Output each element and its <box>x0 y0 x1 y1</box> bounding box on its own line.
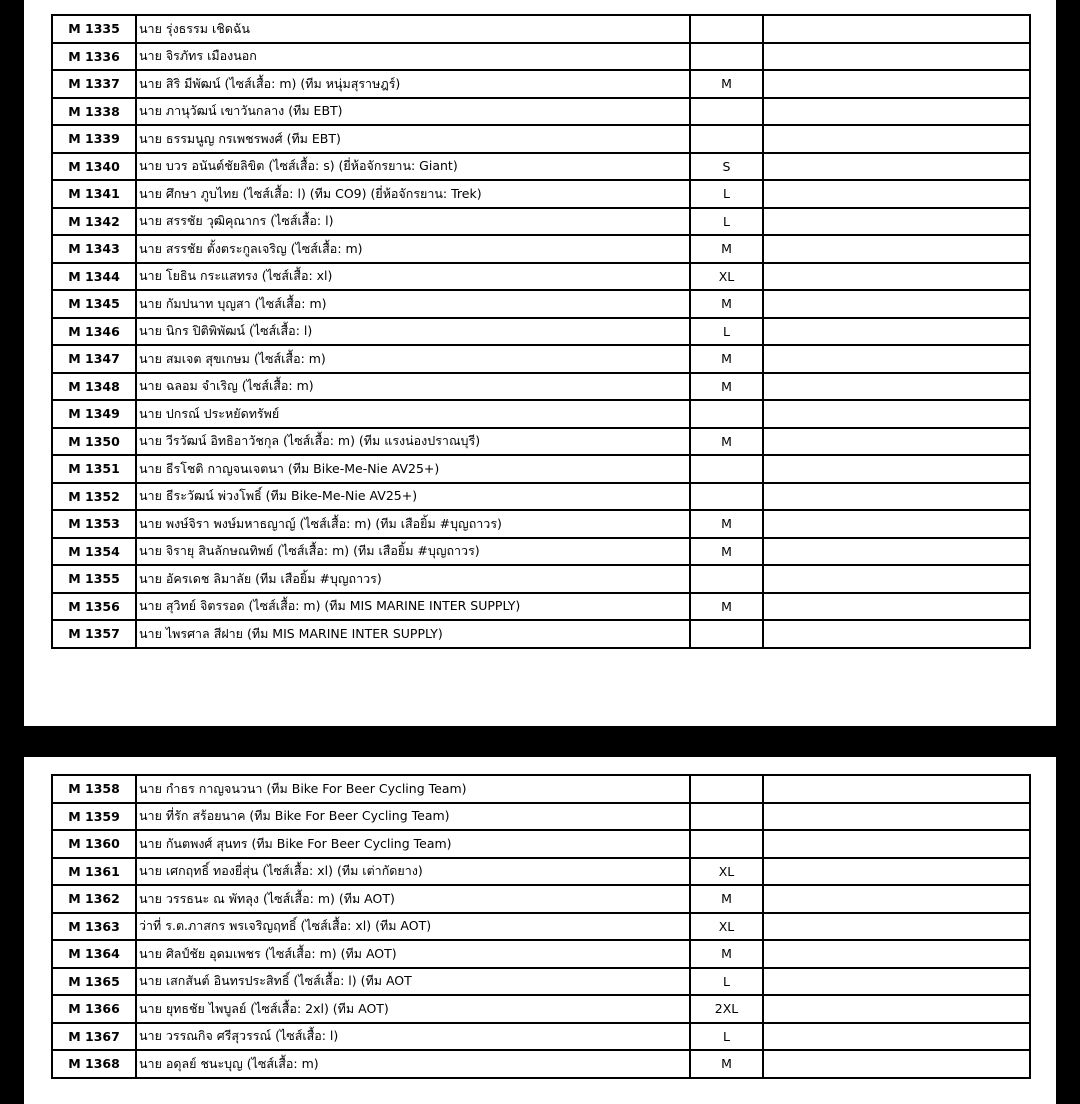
bib-number-cell: M 1347 <box>52 345 136 373</box>
shirt-size-cell: S <box>690 153 763 181</box>
participant-name-cell: นาย สมเจต สุขเกษม (ไซส์เสื้อ: m) <box>136 345 690 373</box>
bib-number-cell: M 1360 <box>52 830 136 858</box>
shirt-size-cell: L <box>690 318 763 346</box>
participant-name-cell: นาย ธีระวัฒน์ พ่วงโพธิ์ (ทีม Bike-Me-Nie AV25+) <box>136 483 690 511</box>
note-cell <box>763 1050 1030 1078</box>
participant-name-cell: นาย ฉลอม จำเริญ (ไซส์เสื้อ: m) <box>136 373 690 401</box>
participant-name-cell: นาย ยุทธชัย ไพบูลย์ (ไซส์เสื้อ: 2xl) (ทีม AOT) <box>136 995 690 1023</box>
bib-number-cell: M 1355 <box>52 565 136 593</box>
shirt-size-cell <box>690 483 763 511</box>
table-row <box>52 318 1030 346</box>
bib-number-cell: M 1341 <box>52 180 136 208</box>
table-row <box>52 400 1030 428</box>
shirt-size-cell <box>690 775 763 803</box>
participant-name-cell: นาย เสกสันต์ อินทรประสิทธิ์ (ไซส์เสื้อ: l) (ทีม AOT <box>136 968 690 996</box>
shirt-size-cell: M <box>690 345 763 373</box>
table-row <box>52 803 1030 831</box>
participant-name-cell: นาย ธีรโชติ กาญจนเจตนา (ทีม Bike-Me-Nie AV25+) <box>136 455 690 483</box>
note-cell <box>763 235 1030 263</box>
bib-number-cell: M 1368 <box>52 1050 136 1078</box>
participant-name-cell: นาย บวร อนันต์ชัยลิขิต (ไซส์เสื้อ: s) (ยี่ห้อจักรยาน: Giant) <box>136 153 690 181</box>
shirt-size-cell: L <box>690 968 763 996</box>
shirt-size-cell <box>690 400 763 428</box>
participant-name-cell: นาย จิรายุ สินลักษณทิพย์ (ไซส์เสื้อ: m) (ทีม เสือยิ้ม #บุญถาวร) <box>136 538 690 566</box>
table-row <box>52 1023 1030 1051</box>
shirt-size-cell <box>690 620 763 648</box>
table-row <box>52 885 1030 913</box>
table-row <box>52 153 1030 181</box>
note-cell <box>763 803 1030 831</box>
registration-table-page-1 <box>51 14 1031 649</box>
shirt-size-cell <box>690 455 763 483</box>
shirt-size-cell: XL <box>690 858 763 886</box>
table-row <box>52 620 1030 648</box>
note-cell <box>763 70 1030 98</box>
shirt-size-cell: L <box>690 1023 763 1051</box>
bib-number-cell: M 1343 <box>52 235 136 263</box>
table-row <box>52 858 1030 886</box>
participant-name-cell: นาย เศกฤทธิ์ ทองยี่สุ่น (ไซส์เสื้อ: xl) (ทีม เต่ากัดยาง) <box>136 858 690 886</box>
table-row <box>52 290 1030 318</box>
shirt-size-cell: M <box>690 510 763 538</box>
shirt-size-cell: M <box>690 593 763 621</box>
note-cell <box>763 620 1030 648</box>
note-cell <box>763 940 1030 968</box>
bib-number-cell: M 1367 <box>52 1023 136 1051</box>
bib-number-cell: M 1364 <box>52 940 136 968</box>
participant-name-cell: นาย สรรชัย วุฒิคุณากร (ไซส์เสื้อ: l) <box>136 208 690 236</box>
note-cell <box>763 153 1030 181</box>
table-row <box>52 830 1030 858</box>
registration-table-body <box>52 775 1030 1078</box>
shirt-size-cell: M <box>690 290 763 318</box>
shirt-size-cell: XL <box>690 263 763 291</box>
participant-name-cell: นาย สิริ มีพัฒน์ (ไซส์เสื้อ: m) (ทีม หนุ่มสุราษฎร์) <box>136 70 690 98</box>
registration-table-page-2 <box>51 774 1031 1079</box>
participant-name-cell: นาย กัมปนาท บุญสา (ไซส์เสื้อ: m) <box>136 290 690 318</box>
bib-number-cell: M 1338 <box>52 98 136 126</box>
note-cell <box>763 125 1030 153</box>
note-cell <box>763 565 1030 593</box>
bib-number-cell: M 1354 <box>52 538 136 566</box>
note-cell <box>763 455 1030 483</box>
table-row <box>52 483 1030 511</box>
note-cell <box>763 1023 1030 1051</box>
document-page-1 <box>24 0 1056 726</box>
bib-number-cell: M 1344 <box>52 263 136 291</box>
shirt-size-cell: M <box>690 885 763 913</box>
note-cell <box>763 593 1030 621</box>
shirt-size-cell: XL <box>690 913 763 941</box>
table-row <box>52 565 1030 593</box>
note-cell <box>763 995 1030 1023</box>
table-row <box>52 995 1030 1023</box>
table-row <box>52 940 1030 968</box>
registration-table-body <box>52 15 1030 648</box>
shirt-size-cell: L <box>690 208 763 236</box>
table-row <box>52 263 1030 291</box>
bib-number-cell: M 1362 <box>52 885 136 913</box>
shirt-size-cell: M <box>690 428 763 456</box>
shirt-size-cell: M <box>690 538 763 566</box>
note-cell <box>763 510 1030 538</box>
bib-number-cell: M 1352 <box>52 483 136 511</box>
participant-name-cell: นาย สรรชัย ตั้งตระกูลเจริญ (ไซส์เสื้อ: m) <box>136 235 690 263</box>
shirt-size-cell: M <box>690 940 763 968</box>
participant-name-cell: นาย ภานุวัฒน์ เขาวันกลาง (ทีม EBT) <box>136 98 690 126</box>
table-row <box>52 70 1030 98</box>
note-cell <box>763 775 1030 803</box>
participant-name-cell: นาย นิกร ปิติพิพัฒน์ (ไซส์เสื้อ: l) <box>136 318 690 346</box>
note-cell <box>763 373 1030 401</box>
shirt-size-cell <box>690 43 763 71</box>
participant-name-cell: นาย ปกรณ์ ประหยัดทรัพย์ <box>136 400 690 428</box>
table-row <box>52 775 1030 803</box>
bib-number-cell: M 1351 <box>52 455 136 483</box>
note-cell <box>763 345 1030 373</box>
table-row <box>52 125 1030 153</box>
participant-name-cell: นาย ศึกษา ภูบไทย (ไซส์เสื้อ: l) (ทีม CO9) (ยี่ห้อจักรยาน: Trek) <box>136 180 690 208</box>
bib-number-cell: M 1346 <box>52 318 136 346</box>
table-row <box>52 43 1030 71</box>
shirt-size-cell <box>690 98 763 126</box>
table-row <box>52 455 1030 483</box>
bib-number-cell: M 1359 <box>52 803 136 831</box>
shirt-size-cell <box>690 15 763 43</box>
participant-name-cell: นาย อัครเดช ลิมาลัย (ทีม เสือยิ้ม #บุญถาวร) <box>136 565 690 593</box>
table-row <box>52 428 1030 456</box>
bib-number-cell: M 1336 <box>52 43 136 71</box>
bib-number-cell: M 1342 <box>52 208 136 236</box>
table-row <box>52 345 1030 373</box>
bib-number-cell: M 1335 <box>52 15 136 43</box>
participant-name-cell: นาย จิรภัทร เมืองนอก <box>136 43 690 71</box>
bib-number-cell: M 1366 <box>52 995 136 1023</box>
bib-number-cell: M 1356 <box>52 593 136 621</box>
bib-number-cell: M 1357 <box>52 620 136 648</box>
note-cell <box>763 400 1030 428</box>
note-cell <box>763 318 1030 346</box>
bib-number-cell: M 1339 <box>52 125 136 153</box>
bib-number-cell: M 1348 <box>52 373 136 401</box>
note-cell <box>763 858 1030 886</box>
table-row <box>52 373 1030 401</box>
note-cell <box>763 913 1030 941</box>
participant-name-cell: นาย ธรรมนูญ กรเพชรพงศ์ (ทีม EBT) <box>136 125 690 153</box>
bib-number-cell: M 1365 <box>52 968 136 996</box>
document-page-2 <box>24 757 1056 1104</box>
shirt-size-cell: M <box>690 373 763 401</box>
participant-name-cell: นาย ไพรศาล สีฝาย (ทีม MIS MARINE INTER SUPPLY) <box>136 620 690 648</box>
table-row <box>52 510 1030 538</box>
bib-number-cell: M 1349 <box>52 400 136 428</box>
note-cell <box>763 830 1030 858</box>
table-row <box>52 235 1030 263</box>
note-cell <box>763 263 1030 291</box>
participant-name-cell: นาย โยธิน กระแสทรง (ไซส์เสื้อ: xl) <box>136 263 690 291</box>
shirt-size-cell: L <box>690 180 763 208</box>
bib-number-cell: M 1358 <box>52 775 136 803</box>
participant-name-cell: ว่าที่ ร.ต.ภาสกร พรเจริญฤทธิ์ (ไซส์เสื้อ: xl) (ทีม AOT) <box>136 913 690 941</box>
participant-name-cell: นาย รุ่งธรรม เชิดฉัน <box>136 15 690 43</box>
bib-number-cell: M 1345 <box>52 290 136 318</box>
shirt-size-cell <box>690 830 763 858</box>
participant-name-cell: นาย อดุลย์ ชนะบุญ (ไซส์เสื้อ: m) <box>136 1050 690 1078</box>
shirt-size-cell: M <box>690 235 763 263</box>
bib-number-cell: M 1363 <box>52 913 136 941</box>
note-cell <box>763 208 1030 236</box>
note-cell <box>763 885 1030 913</box>
participant-name-cell: นาย ศิลป์ชัย อุดมเพชร (ไซส์เสื้อ: m) (ทีม AOT) <box>136 940 690 968</box>
participant-name-cell: นาย ที่รัก สร้อยนาค (ทีม Bike For Beer Cycling Team) <box>136 803 690 831</box>
participant-name-cell: นาย สุวิทย์ จิตรรอด (ไซส์เสื้อ: m) (ทีม MIS MARINE INTER SUPPLY) <box>136 593 690 621</box>
shirt-size-cell: M <box>690 70 763 98</box>
shirt-size-cell <box>690 565 763 593</box>
table-row <box>52 208 1030 236</box>
note-cell <box>763 15 1030 43</box>
participant-name-cell: นาย วรรณกิจ ศรีสุวรรณ์ (ไซส์เสื้อ: l) <box>136 1023 690 1051</box>
participant-name-cell: นาย กำธร กาญจนวนา (ทีม Bike For Beer Cycling Team) <box>136 775 690 803</box>
table-row <box>52 15 1030 43</box>
table-row <box>52 593 1030 621</box>
note-cell <box>763 43 1030 71</box>
table-row <box>52 180 1030 208</box>
bib-number-cell: M 1337 <box>52 70 136 98</box>
bib-number-cell: M 1361 <box>52 858 136 886</box>
bib-number-cell: M 1340 <box>52 153 136 181</box>
participant-name-cell: นาย วรรธนะ ณ พัทลุง (ไซส์เสื้อ: m) (ทีม AOT) <box>136 885 690 913</box>
shirt-size-cell <box>690 803 763 831</box>
participant-name-cell: นาย วีรวัฒน์ อิทธิอาวัชกุล (ไซส์เสื้อ: m) (ทีม แรงน่องปราณบุรี) <box>136 428 690 456</box>
table-row <box>52 968 1030 996</box>
bib-number-cell: M 1353 <box>52 510 136 538</box>
note-cell <box>763 98 1030 126</box>
shirt-size-cell <box>690 125 763 153</box>
table-row <box>52 913 1030 941</box>
shirt-size-cell: 2XL <box>690 995 763 1023</box>
note-cell <box>763 428 1030 456</box>
participant-name-cell: นาย กันตพงศ์ สุนทร (ทีม Bike For Beer Cycling Team) <box>136 830 690 858</box>
note-cell <box>763 968 1030 996</box>
note-cell <box>763 538 1030 566</box>
note-cell <box>763 483 1030 511</box>
bib-number-cell: M 1350 <box>52 428 136 456</box>
shirt-size-cell: M <box>690 1050 763 1078</box>
note-cell <box>763 180 1030 208</box>
table-row <box>52 538 1030 566</box>
table-row <box>52 98 1030 126</box>
note-cell <box>763 290 1030 318</box>
table-row <box>52 1050 1030 1078</box>
participant-name-cell: นาย พงษ์จิรา พงษ์มหาธญาญ์ (ไซส์เสื้อ: m) (ทีม เสือยิ้ม #บุญถาวร) <box>136 510 690 538</box>
